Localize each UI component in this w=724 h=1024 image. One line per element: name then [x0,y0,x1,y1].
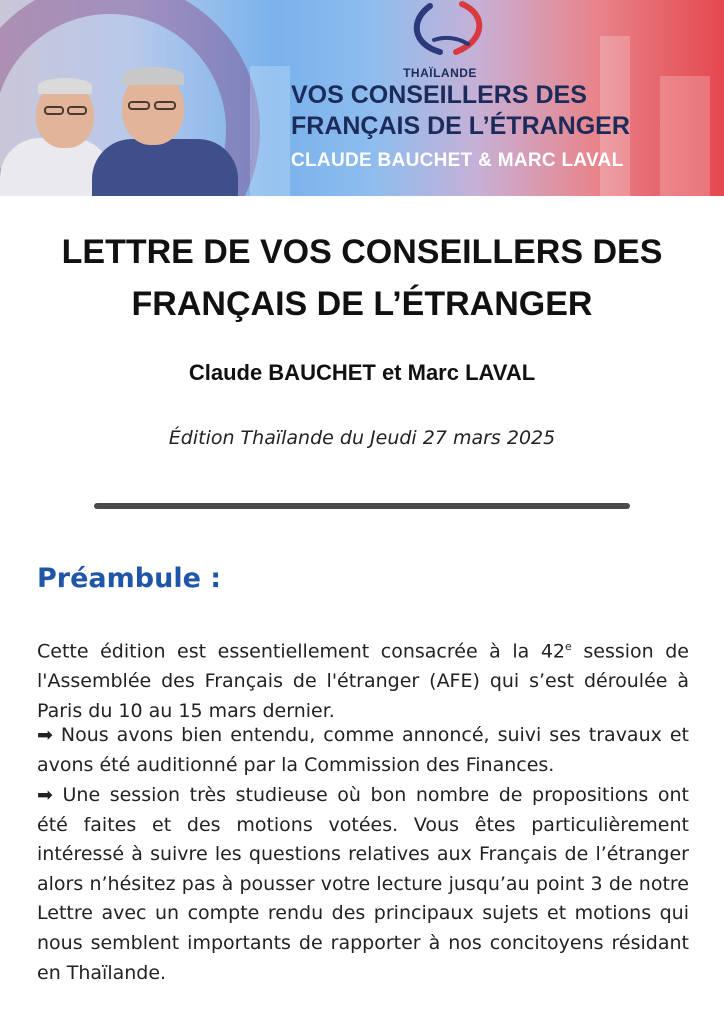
banner-title: VOS CONSEILLERS DES FRANÇAIS DE L’ÉTRANGER [291,81,630,140]
arrow-right-icon: ➡ [37,724,53,746]
photo-marc-laval [92,71,242,196]
letter-authors: Claude BAUCHET et Marc LAVAL [188,360,536,385]
letter-title: LETTRE DE VOS CONSEILLERS DES FRANÇAIS DE L’ÉTRANGER [61,233,663,323]
paragraph-audition: ➡ Nous avons bien entendu, comme annoncé, suivi ses travaux et avons été auditionné par la Commission des Finances. [37,724,689,776]
afe-logo-icon [400,0,496,62]
banner-skyline [250,66,290,196]
section-heading-preambule: Préambule : [37,563,222,594]
paragraph-session: ➡ Une session très studieuse où bon nombre de propositions ont été faites et des motions votées. Vous êtes particulièrement intéressé à suivre les questions relatives aux Français de l’étranger alors n’hésitez pas à pousser votre lecture jusqu’au point 3 de notre Lettre avec un compte rendu des principaux sujets et motions qui nous semblent importants de rapporter à nos concitoyens résidant en Thaïlande. [37,784,689,984]
edition-date: Édition Thaïlande du Jeudi 27 mars 2025 [168,427,556,449]
divider [94,503,630,509]
arrow-right-icon: ➡ [37,784,53,806]
paragraph-intro: Cette édition est essentiellement consacrée à la 42e session de l'Assemblée des Français de l'étranger (AFE) qui s’est déroulée à Paris du 10 au 15 mars dernier. [37,640,689,722]
banner-names: CLAUDE BAUCHET & MARC LAVAL [291,150,624,171]
banner-country: THAÏLANDE [403,66,477,80]
banner-skyline [660,76,710,196]
header-banner [0,0,724,196]
